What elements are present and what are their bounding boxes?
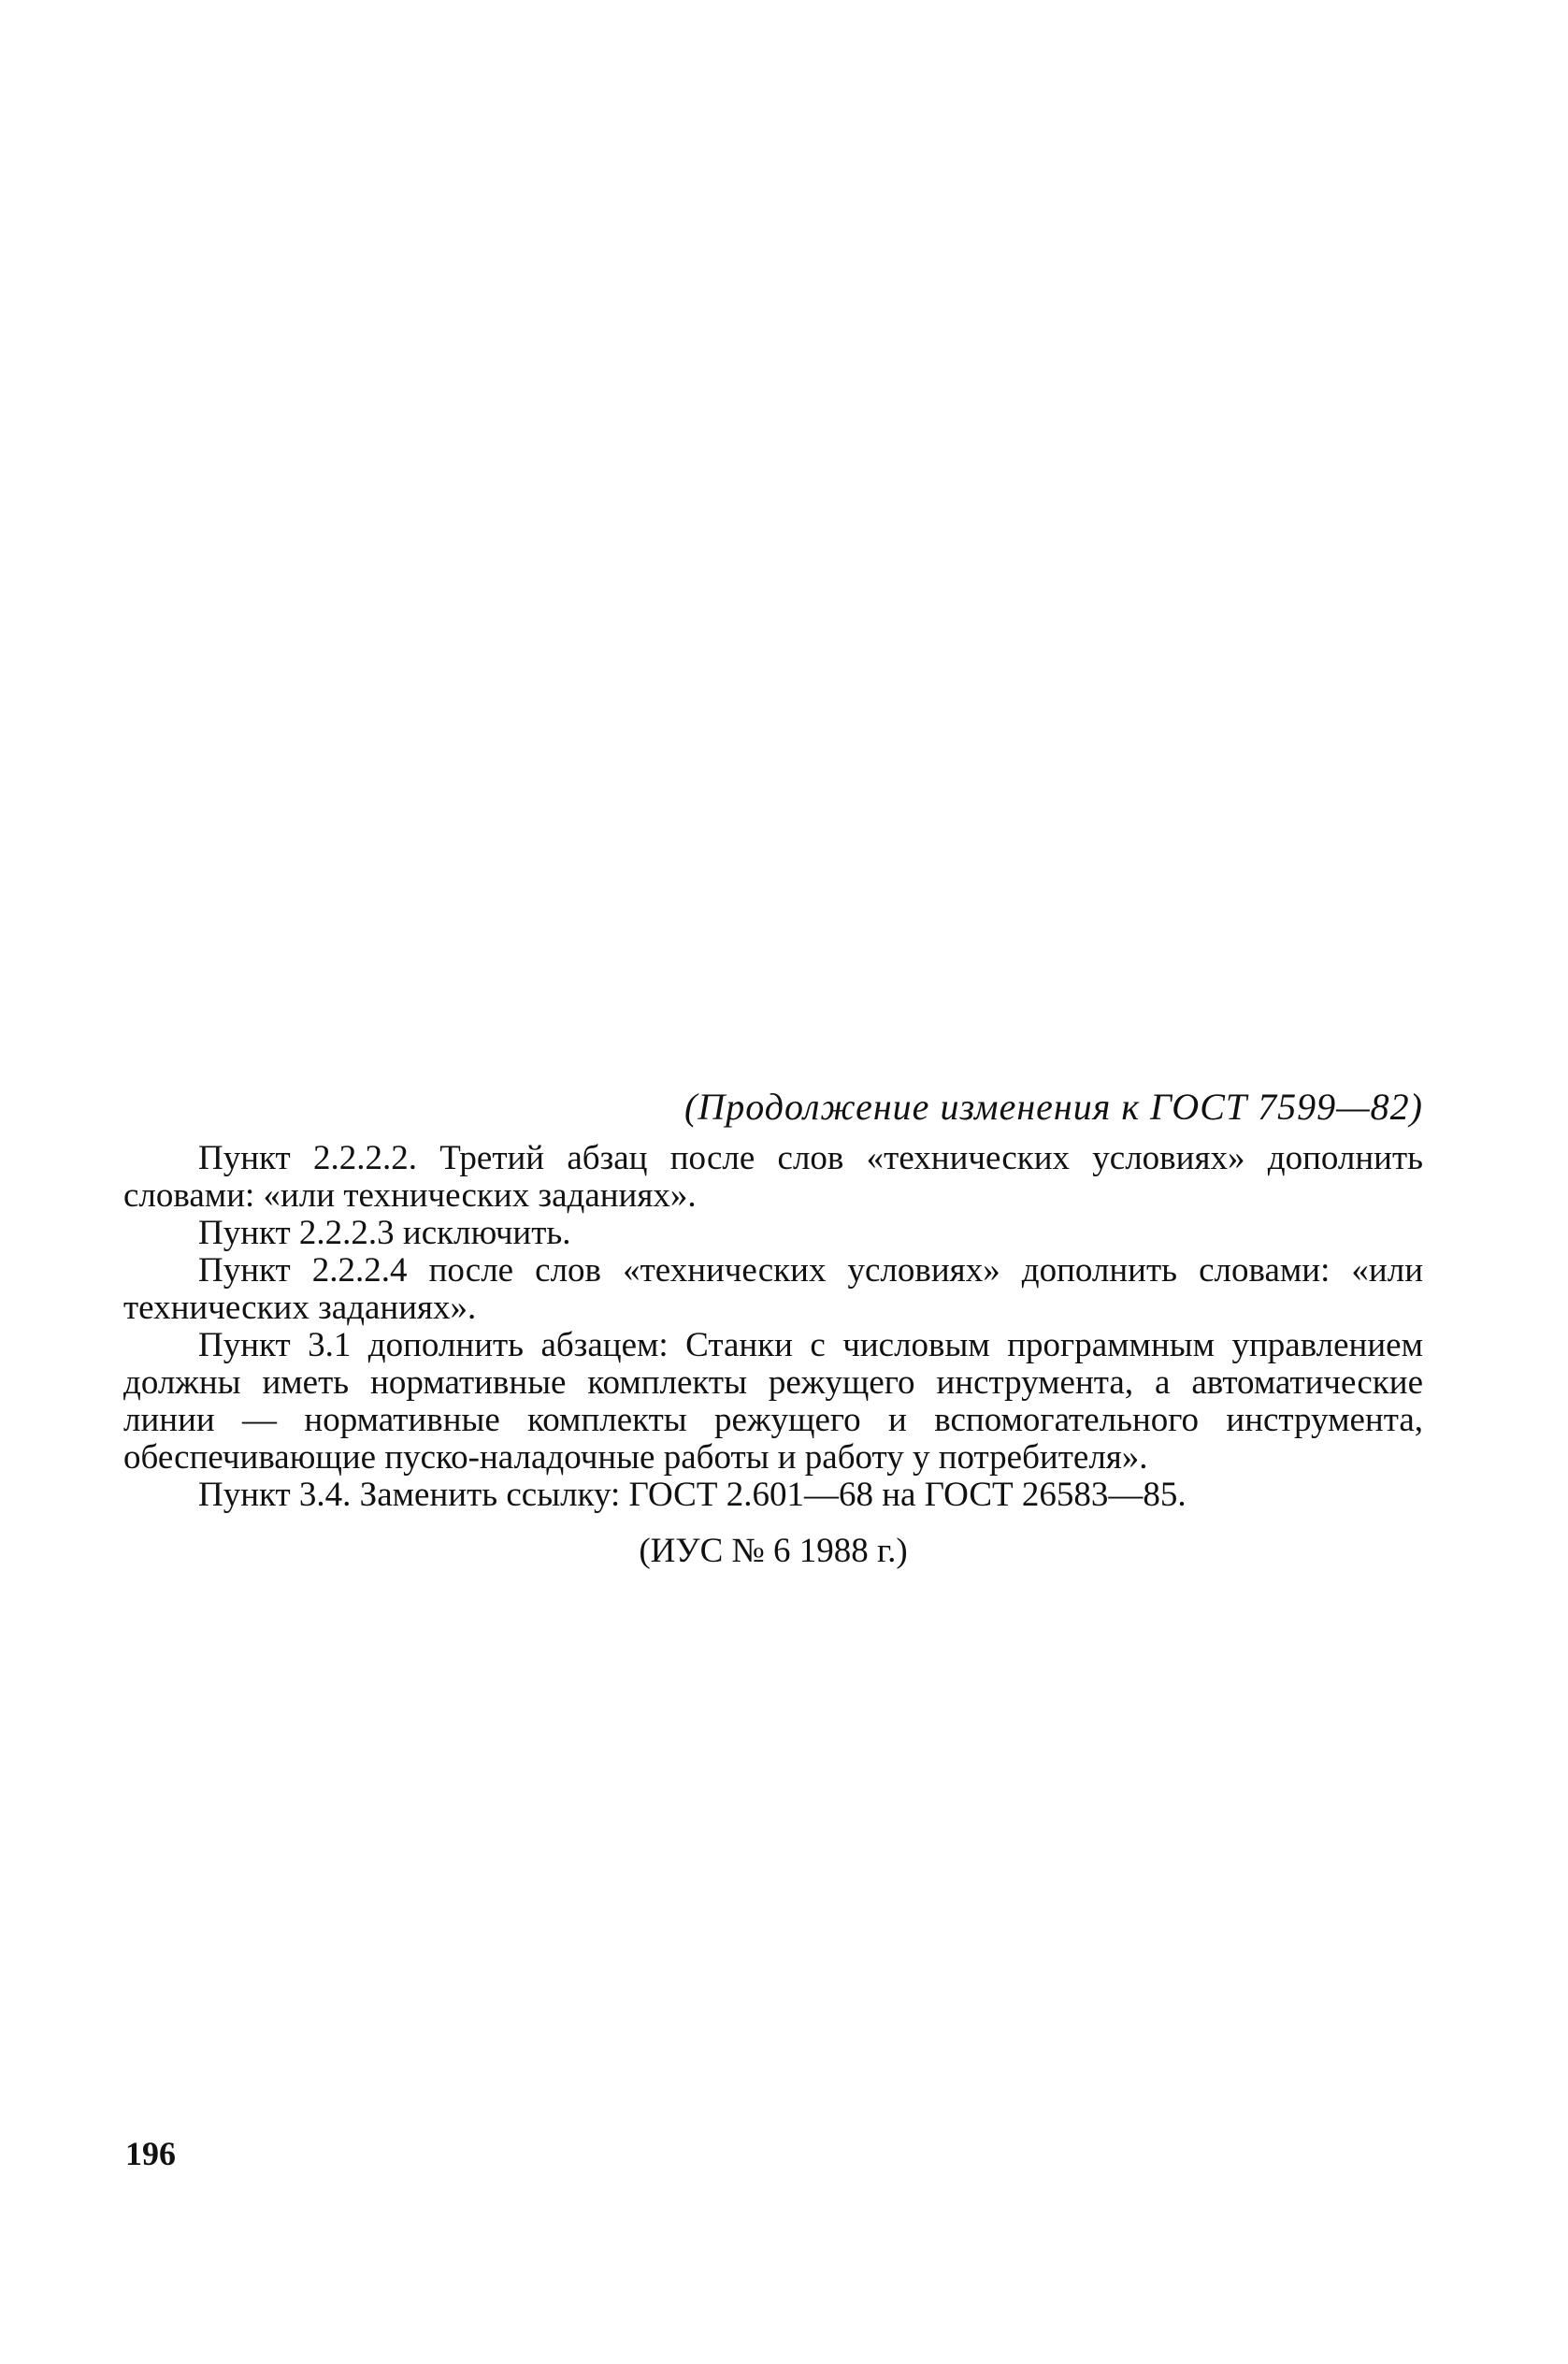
paragraph-3-4: Пункт 3.4. Заменить ссылку: ГОСТ 2.601—68 на ГОСТ 26583—85.	[198, 1476, 1187, 1514]
paragraph-3-1: Пункт 3.1 дополнить абзацем: Станки с числовым программным управлением должны иметь нормативные комплекты режущего инструмента, а автоматические линии — нормативные комплекты режущего и вспомогательного инструмента, обеспечивающие пуско-наладочные работы и работу у потребителя».	[123, 1326, 1423, 1477]
amendment-text	[123, 1080, 1423, 1570]
paragraph-2-2-2-2: Пункт 2.2.2.2. Третий абзац после слов «технических условиях» дополнить словами: «или технических заданиях».	[123, 1139, 1423, 1215]
continuation-header: (Продолжение изменения к ГОСТ 7599—82)	[684, 1086, 1423, 1128]
paragraph-2-2-2-4: Пункт 2.2.2.4 после слов «технических условиях» дополнить словами: «или технических заданиях».	[123, 1251, 1423, 1327]
paragraph-2-2-2-3: Пункт 2.2.2.3 исключить.	[198, 1214, 571, 1252]
page-number: 196	[125, 2135, 176, 2172]
ius-reference: (ИУС № 6 1988 г.)	[639, 1532, 908, 1570]
